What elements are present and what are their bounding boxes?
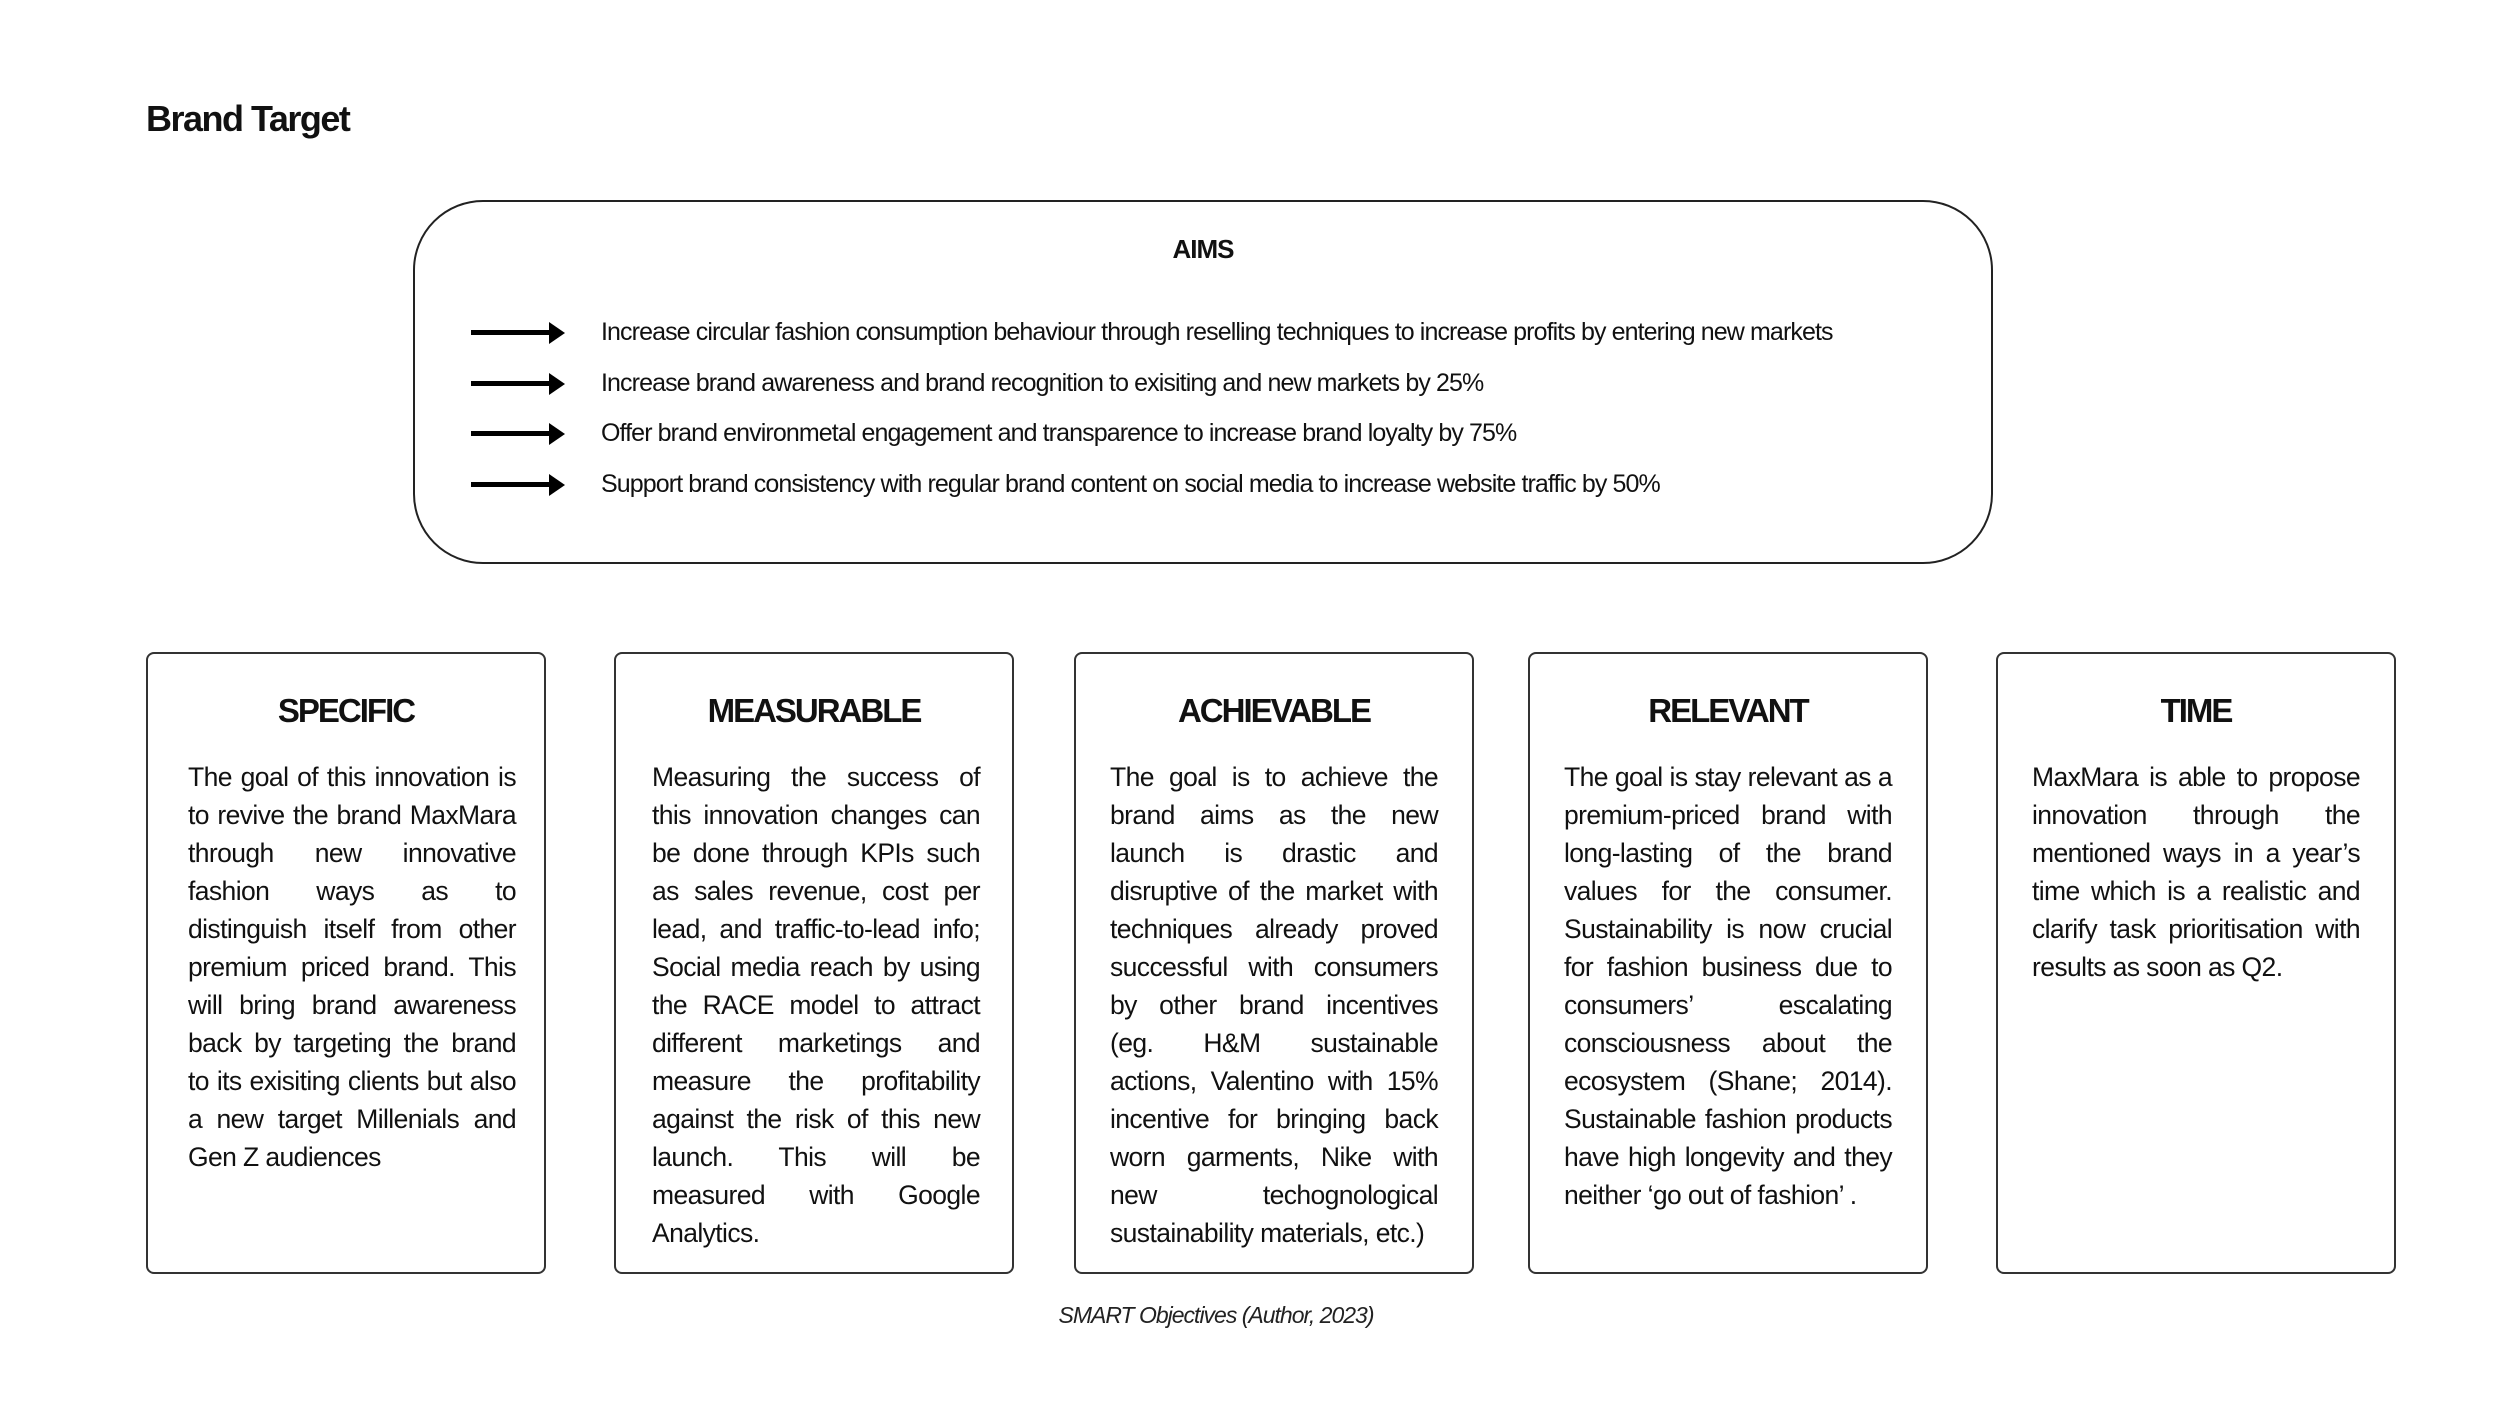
aim-item <box>471 470 1660 499</box>
aims-title: AIMS <box>1172 234 1234 264</box>
aims-box <box>413 200 1993 564</box>
card-body: The goal of this innovation is to revive the brand MaxMara through new innovative fashion ways as to distinguish itself from other premium priced brand. This will bring brand awareness back by targeting the brand to its exisiting clients but also a new target Millenials and Gen Z audiences <box>188 762 516 1172</box>
card-body: MaxMara is able to propose innovation through the mentioned ways in a year’s time which is a realistic and clarify task prioritisation with results as soon as Q2. <box>2032 762 2360 982</box>
arrow-right-icon <box>471 423 565 445</box>
card-relevant <box>1528 652 1928 1274</box>
arrow-right-icon <box>471 474 565 496</box>
aim-text: Support brand consistency with regular brand content on social media to increase website traffic by 50% <box>601 470 1660 498</box>
card-time <box>1996 652 2396 1274</box>
card-measurable <box>614 652 1014 1274</box>
card-title: SPECIFIC <box>277 692 415 729</box>
arrow-right-icon <box>471 322 565 344</box>
page-title: Brand Target <box>146 98 350 139</box>
aim-item <box>471 318 1833 347</box>
card-body: The goal is stay relevant as a premium-priced brand with long-lasting of the brand values for the consumer. Sustainability is now crucial for fashion business due to consumers’ escalating consciousness about the ecosystem (Shane; 2014). Sustainable fashion products have high longevity and they neither ‘go out of fashion’ . <box>1564 762 1892 1210</box>
aim-item <box>471 419 1516 448</box>
card-title: TIME <box>2160 692 2232 729</box>
card-body: The goal is to achieve the brand aims as the new launch is drastic and disruptive of the market with techniques already proved successful with consumers by other brand incentives (eg. H&M sustainable actions, Valentino with 15% incentive for bringing back worn garments, Nike with new techognological sustainability materials, etc.) <box>1110 762 1438 1248</box>
card-achievable <box>1074 652 1474 1274</box>
aim-text: Increase brand awareness and brand recognition to exisiting and new markets by 25% <box>601 369 1484 397</box>
aim-text: Offer brand environmetal engagement and transparence to increase brand loyalty by 75% <box>601 419 1517 447</box>
card-title: ACHIEVABLE <box>1177 692 1371 729</box>
card-title: MEASURABLE <box>707 692 921 729</box>
card-title: RELEVANT <box>1648 692 1808 729</box>
figure-caption: SMART Objectives (Author, 2023) <box>1058 1302 1374 1328</box>
aim-text: Increase circular fashion consumption behaviour through reselling techniques to increase profits by entering new markets <box>601 318 1833 346</box>
aim-item <box>471 369 1483 398</box>
card-specific <box>146 652 546 1274</box>
card-body: Measuring the success of this innovation changes can be done through KPIs such as sales revenue, cost per lead, and traffic-to-lead info; Social media reach by using the RACE model to attract different marketings and measure the profitability against the risk of this new launch. This will be measured with Google Analytics. <box>652 762 980 1248</box>
arrow-right-icon <box>471 373 565 395</box>
